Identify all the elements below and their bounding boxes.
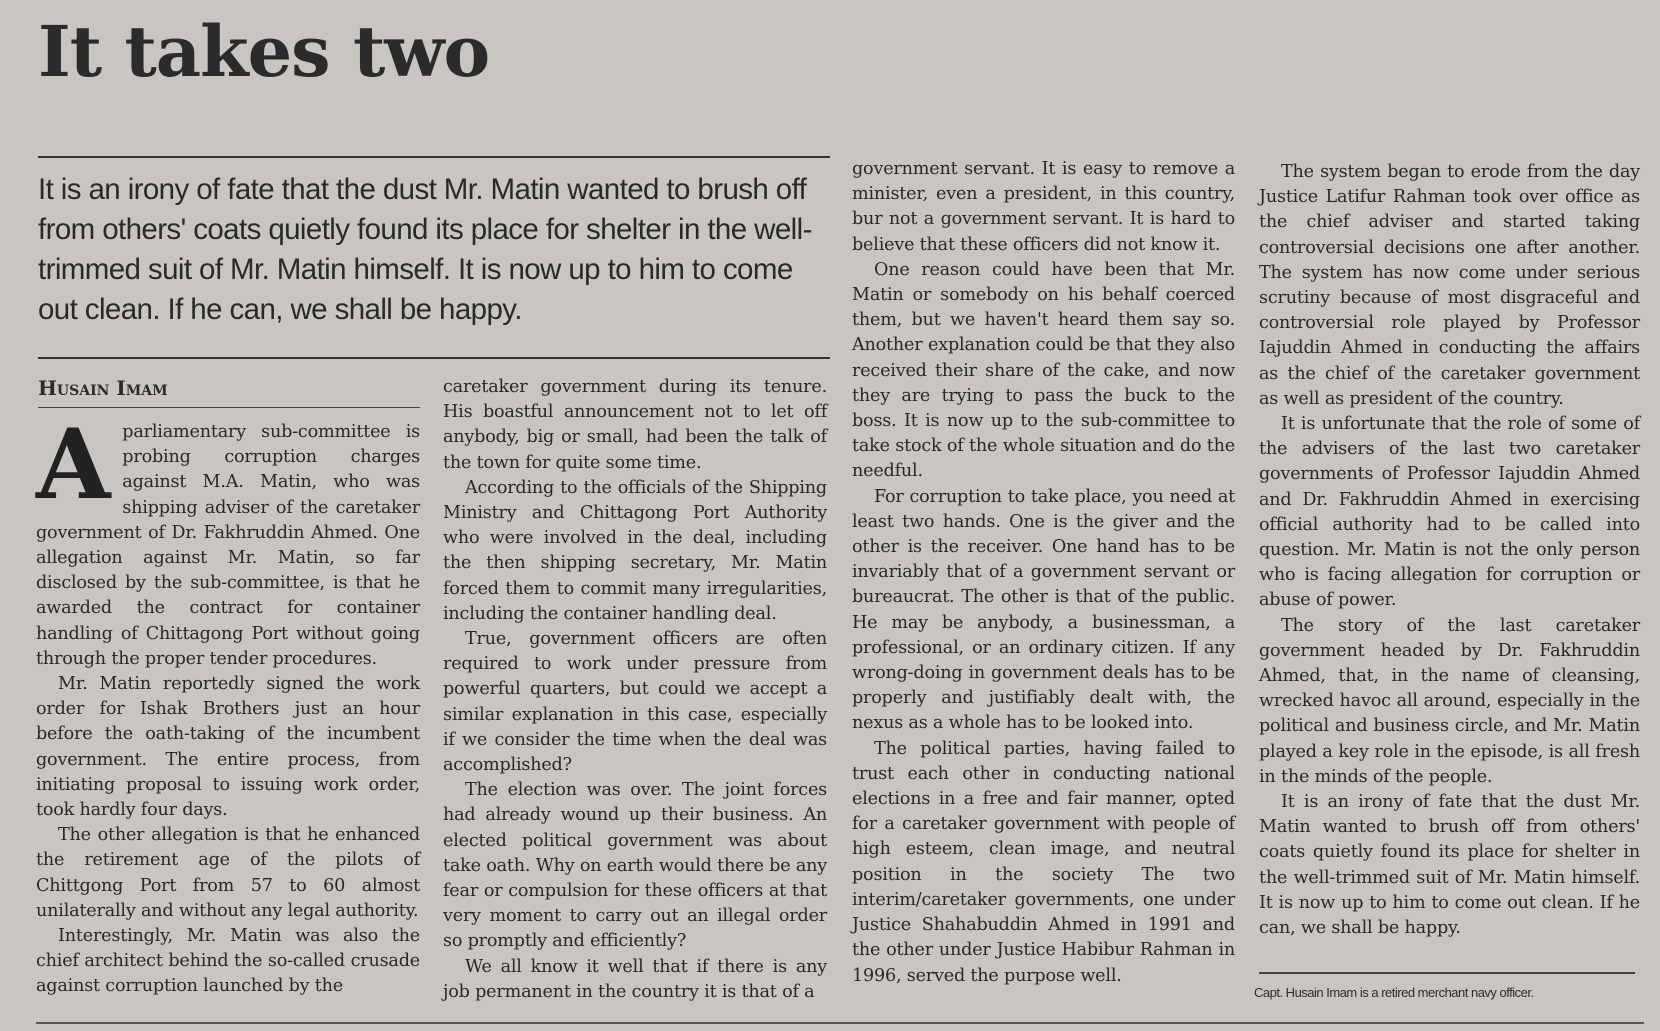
paragraph: According to the officials of the Shipping Ministry and Chittagong Port Authority who were involved in the deal, including the then shipping secretary, Mr. Matin forced them to commit many irregularities, including the container handling deal. <box>443 477 827 624</box>
paragraph: True, government officers are often required to work under pressure from powerful quarters, but could we accept a similar explanation in this case, especially if we consider the time when the deal was accomplished? <box>443 629 827 776</box>
paragraph: The system began to erode from the day Justice Latifur Rahman took over office as the chief adviser and started taking controversial decisions one after another. The system has now come under serious scrutiny because of most disgraceful and controversial role played by Professor Iajuddin Ahmed in conducting the affairs as the chief of the caretaker government as well as president of the country. <box>1259 162 1640 409</box>
bottom-rule <box>36 1022 1644 1024</box>
column-4 <box>1259 160 1640 941</box>
paragraph: It is unfortunate that the role of some of the advisers of the last two caretaker governments of Professor Iajuddin Ahmed and Dr. Fakhruddin Ahmed in exercising official authority had to be called into question. Mr. Matin is not the only person who is facing allegation for corruption or abuse of power. <box>1259 414 1640 611</box>
paragraph-text: parliamentary sub-committee is probing corruption charges against M.A. Matin, who was shipping adviser of the caretaker government of Dr. Fakhruddin Ahmed. One allegation against Mr. Matin, so far disclosed by the sub-committee, is that he awarded the contract for container handling of Chittagong Port without going through the proper tender procedures. <box>36 422 420 669</box>
paragraph: The story of the last caretaker government headed by Dr. Fakhruddin Ahmed, that, in the name of cleansing, wrecked havoc all around, especially in the political and business circle, and Mr. Matin played a key role in the episode, is all fresh in the minds of the people. <box>1259 615 1640 787</box>
author-note-rule <box>1259 972 1635 974</box>
paragraph: The other allegation is that he enhanced the retirement age of the pilots of Chittgong Port from 57 to 60 almost unilaterally and without any legal authority. <box>36 825 420 921</box>
paragraph: caretaker government during its tenure. His boastful announcement not to let off anybody, big or small, had been the talk of the town for quite some time. <box>443 377 827 473</box>
paragraph <box>36 408 420 672</box>
paragraph: The election was over. The joint forces had already wound up their business. An elected political government was about take oath. Why on earth would there be any fear or compulsion for these officers at that very moment to carry out an illegal order so promptly and efficiently? <box>443 780 827 952</box>
paragraph: For corruption to take place, you need at least two hands. One is the giver and the other is the receiver. One hand has to be invariably that of a government servant or bureaucrat. The other is that of the public. He may be anybody, a businessman, a professional, or an ordinary citizen. If any wrong-doing in government deals has to be properly and justifiably dealt with, the nexus as a whole has to be looked into. <box>852 486 1235 734</box>
paragraph: The political parties, having failed to trust each other in conducting national elections in a free and fair manner, opted for a caretaker government with people of high esteem, clean image, and neutral position in the society The two interim/caretaker governments, one under Justice Shahabuddin Ahmed in 1991 and the other under Justice Habibur Rahman in 1996, served the purpose well. <box>852 738 1235 986</box>
paragraph: One reason could have been that Mr. Matin or somebody on his behalf coerced them, but we haven't heard them say so. Another explanation could be that they also received their share of the cake, and now they are trying to pass the buck to the boss. It is now up to the sub-committee to take stock of the whole situation and do the needful. <box>852 259 1235 482</box>
drop-cap: A <box>36 408 111 521</box>
paragraph: It is an irony of fate that the dust Mr. Matin wanted to brush off from others' coats quietly found its place for shelter in the well-trimmed suit of Mr. Matin himself. It is now up to him to come out clean. If he can, we shall be happy. <box>1259 792 1640 939</box>
pull-quote: It is an irony of fate that the dust Mr. Matin wanted to brush off from others' coats quietly found its place for shelter in the well-trimmed suit of Mr. Matin himself. It is now up to him to come out clean. If he can, we shall be happy. <box>38 173 812 326</box>
paragraph: We all know it well that if there is any job permanent in the country it is that of a <box>443 956 827 1002</box>
byline: Husain Imam <box>38 376 420 408</box>
pull-quote-top-rule <box>38 156 830 158</box>
author-note: Capt. Husain Imam is a retired merchant navy officer. <box>1254 985 1534 1000</box>
column-2 <box>443 375 827 1005</box>
column-1 <box>36 408 420 1000</box>
pull-quote-bottom-rule <box>38 357 830 359</box>
paragraph: government servant. It is easy to remove a minister, even a president, in this country, bur not a government servant. It is hard to believe that these officers did not know it. <box>852 159 1235 255</box>
column-3 <box>852 157 1235 989</box>
headline: It takes two <box>38 10 490 93</box>
paragraph: Interestingly, Mr. Matin was also the chief architect behind the so-called crusade against corruption launched by the <box>36 926 420 997</box>
paragraph: Mr. Matin reportedly signed the work order for Ishak Brothers just an hour before the oath-taking of the incumbent government. The entire process, from initiating proposal to issuing work order, took hardly four days. <box>36 674 420 821</box>
